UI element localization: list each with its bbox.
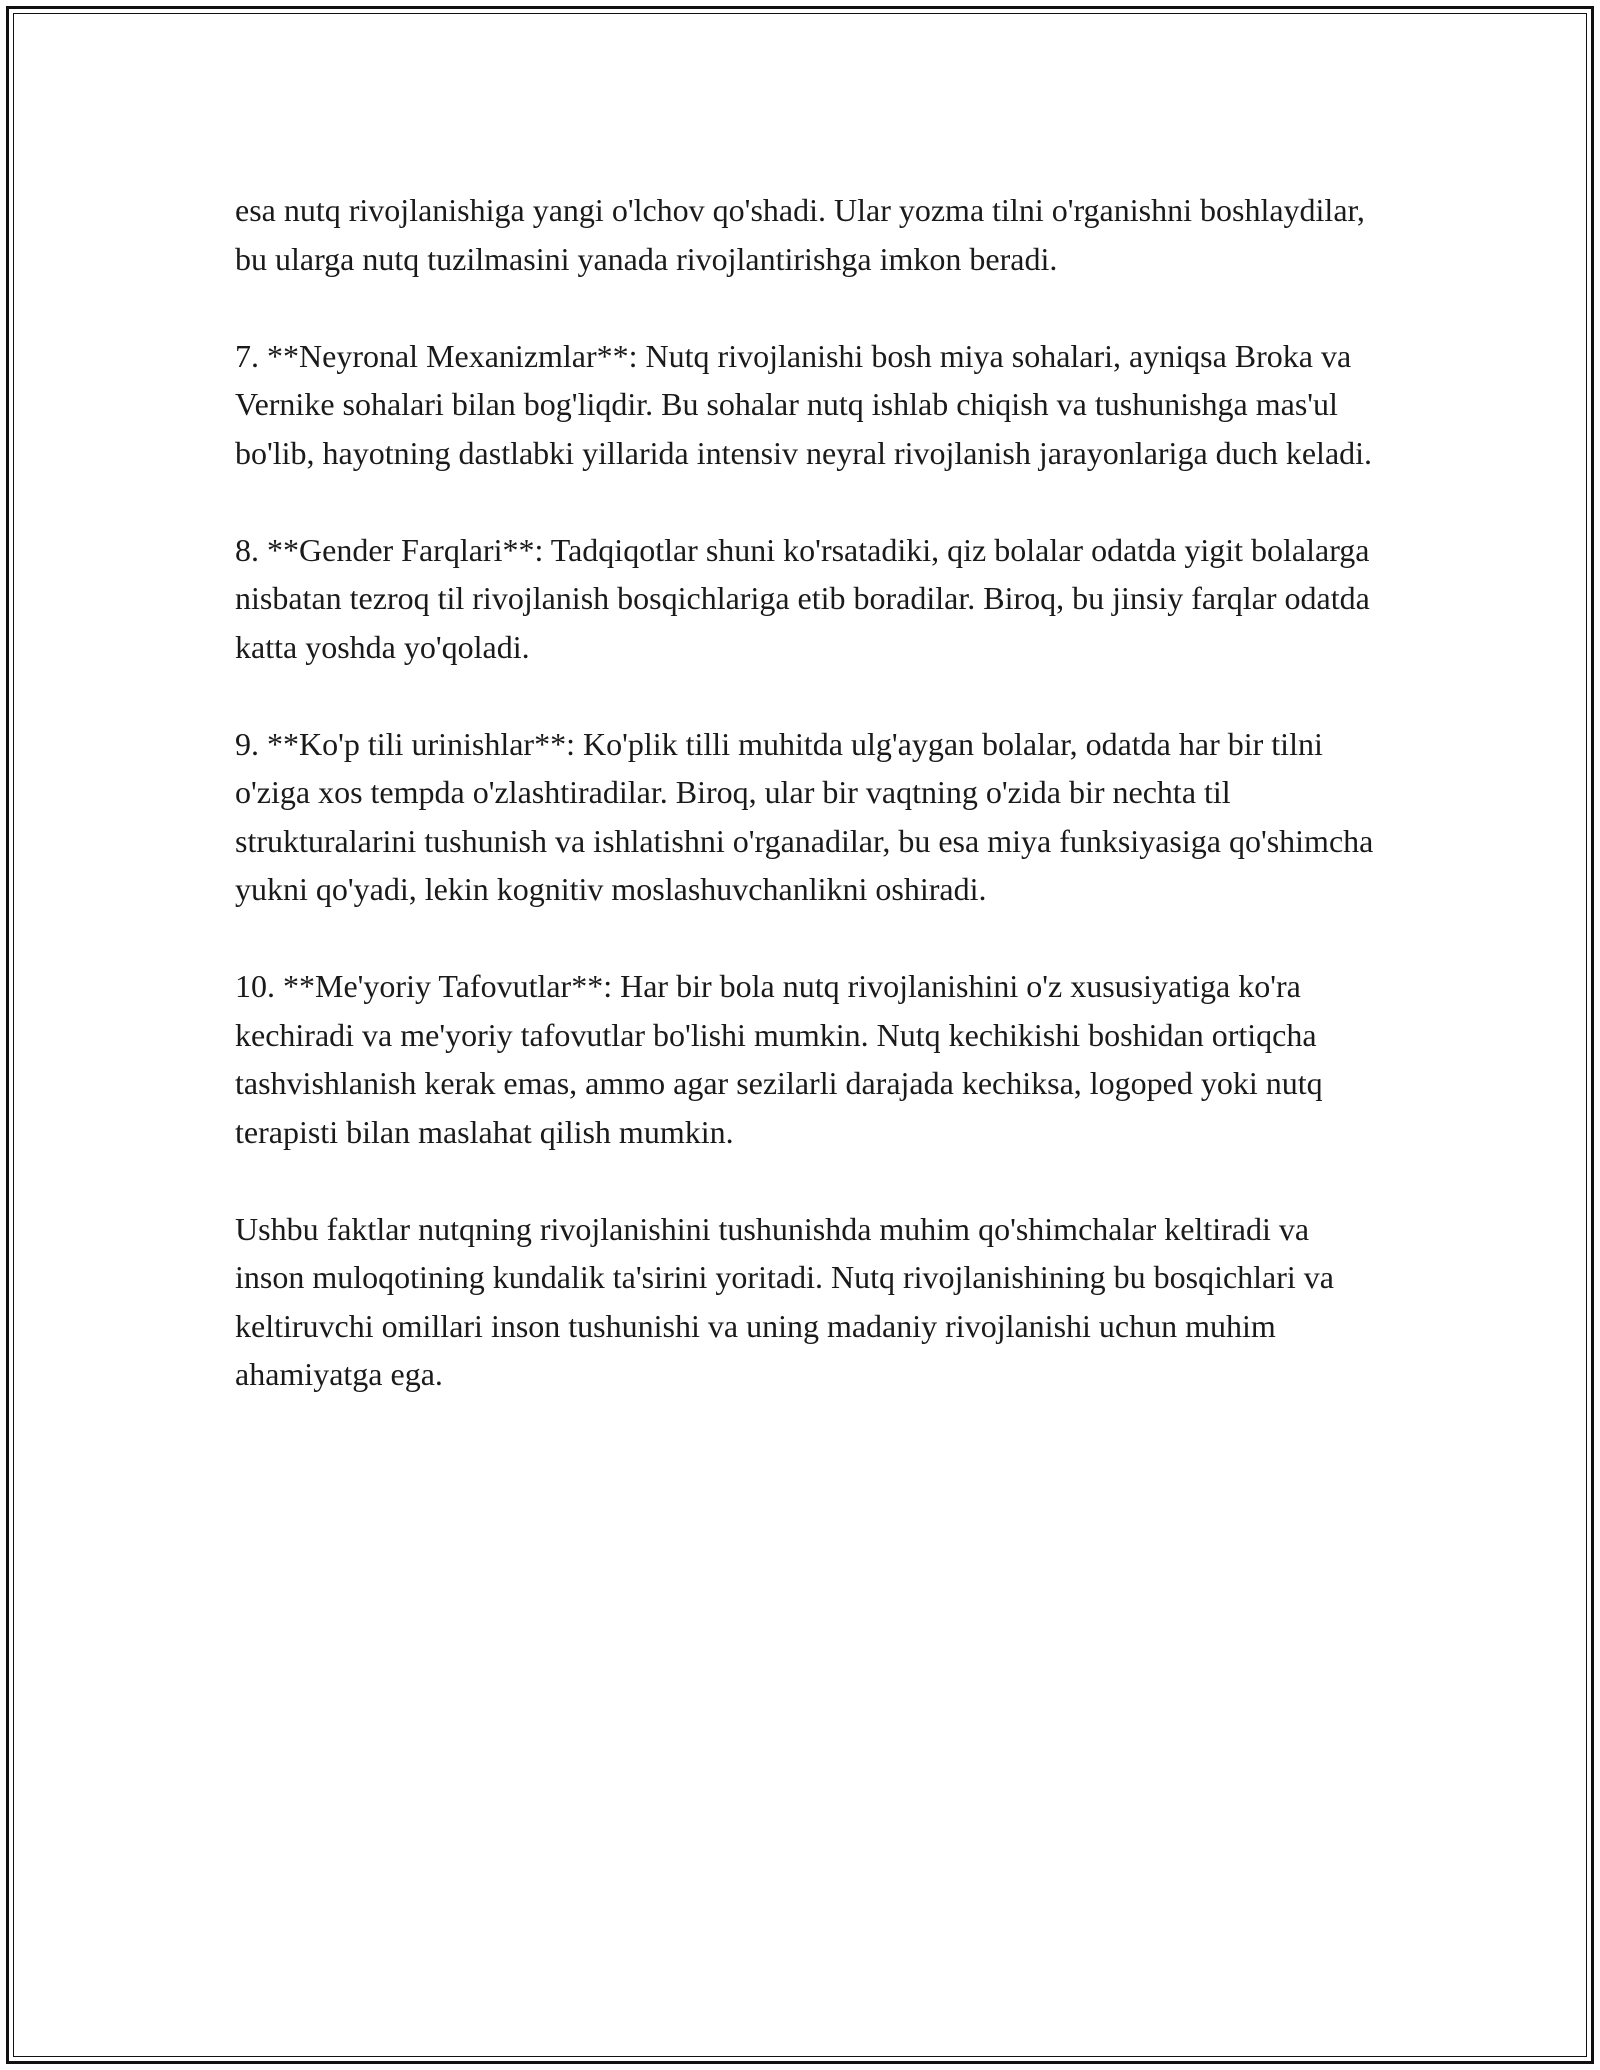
paragraph-conclusion: Ushbu faktlar nutqning rivojlanishini tushunishda muhim qo'shimchalar keltiradi va inson muloqotining kundalik ta'sirini yoritadi. Nutq rivojlanishining bu bosqichlari va keltiruvchi omillari inson tushunishi va uning madaniy rivojlanishi uchun muhim ahamiyatga ega. [235,1210,1334,1392]
paragraph-item-8: 8. **Gender Farqlari**: Tadqiqotlar shuni ko'rsatadiki, qiz bolalar odatda yigit bolalarga nisbatan tezroq til rivojlanish bosqichlariga etib boradilar. Biroq, bu jinsiy farqlar odatda katta yoshda yo'qoladi. [235,531,1370,665]
paragraph-item-7: 7. **Neyronal Mexanizmlar**: Nutq rivojlanishi bosh miya sohalari, ayniqsa Broka va Vernike sohalari bilan bog'liqdir. Bu sohalar nutq ishlab chiqish va tushunishga mas'ul bo'lib, hayotning dastlabki yillarida intensiv neyral rivojlanish jarayonlariga duch keladi. [235,337,1373,471]
paragraph-continuation: esa nutq rivojlanishiga yangi o'lchov qo'shadi. Ular yozma tilni o'rganishni boshlaydilar, bu ularga nutq tuzilmasini yanada rivojlantirishga imkon beradi. [235,192,1365,277]
document-body [235,186,1375,1399]
paragraph-item-10: 10. **Me'yoriy Tafovutlar**: Har bir bola nutq rivojlanishini o'z xususiyatiga ko'ra kechiradi va me'yoriy tafovutlar bo'lishi mumkin. Nutq kechikishi boshidan ortiqcha tashvishlanish kerak emas, ammo agar sezilarli darajada kechiksa, logoped yoki nutq terapisti bilan maslahat qilish mumkin. [235,968,1323,1150]
paragraph-item-9: 9. **Ko'p tili urinishlar**: Ko'plik tilli muhitda ulg'aygan bolalar, odatda har bir tilni o'ziga xos tempda o'zlashtiradilar. Biroq, ular bir vaqtning o'zida bir nechta til strukturalarini tushunish va ishlatishni o'rganadilar, bu esa miya funksiyasiga qo'shimcha yukni qo'yadi, lekin kognitiv moslashuvchanlikni oshiradi. [235,725,1374,907]
